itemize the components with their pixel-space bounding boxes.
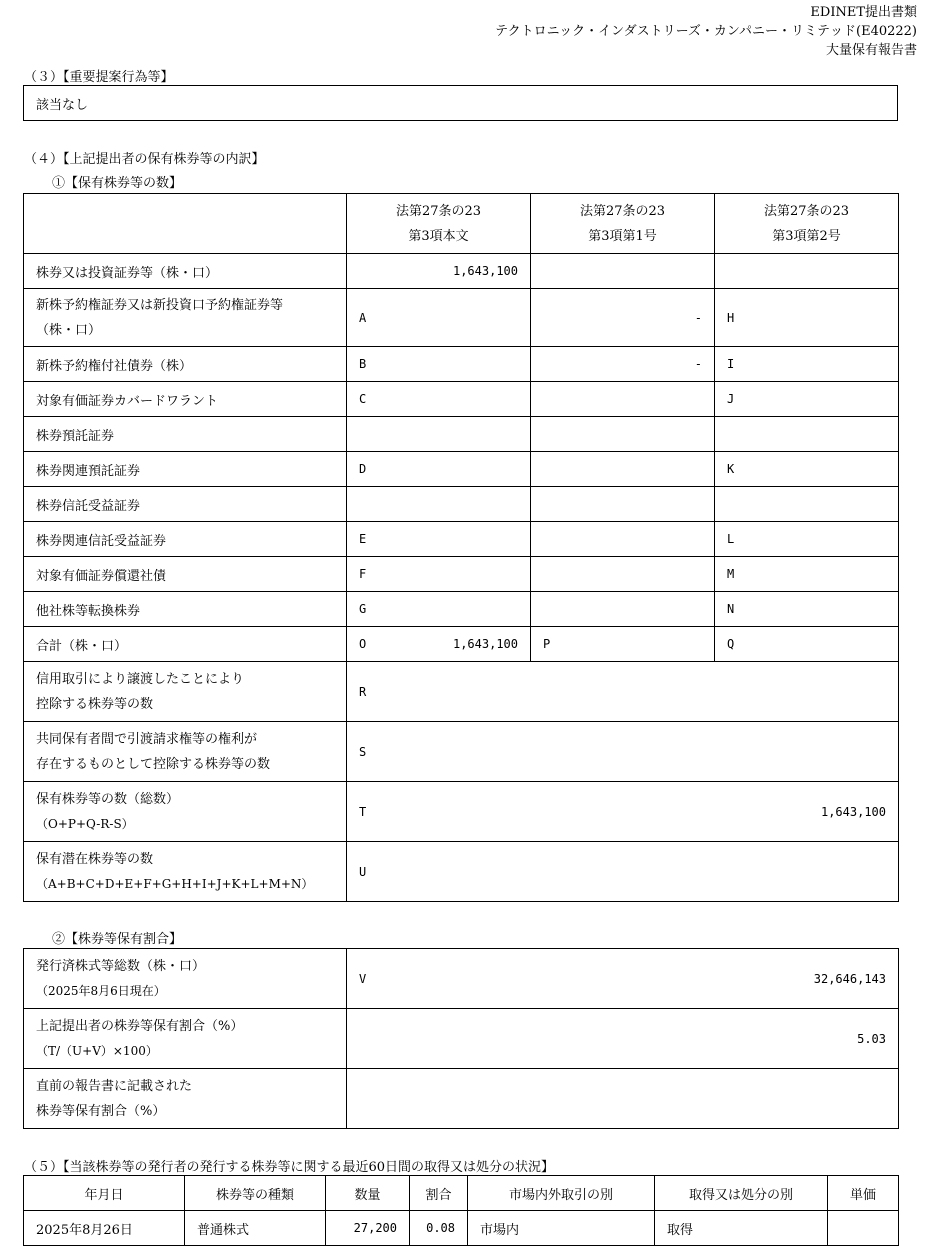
holdings-header-row — [24, 194, 899, 254]
row-label: 株券信託受益証券 — [24, 487, 347, 522]
cell — [531, 254, 715, 289]
row-label: 保有株券等の数（総数） （O+P+Q-R-S） — [24, 782, 347, 842]
cell — [531, 557, 715, 592]
row-label: 上記提出者の株券等保有割合（%） （T/（U+V）×100） — [24, 1009, 347, 1069]
cell — [531, 382, 715, 417]
row-label: 発行済株式等総数（株・口） （2025年8月6日現在） — [24, 949, 347, 1009]
cell: S — [347, 722, 899, 782]
cell — [347, 417, 531, 452]
ratio-table — [23, 948, 899, 1129]
row-label: 信用取引により譲渡したことにより 控除する株券等の数 — [24, 662, 347, 722]
table-row — [24, 722, 899, 782]
cell-qty: 27,200 — [326, 1211, 410, 1246]
row-label: 合計（株・口） — [24, 627, 347, 662]
cell-action: 取得 — [655, 1211, 828, 1246]
section-3-table — [23, 85, 898, 121]
row-label: 他社株等転換株券 — [24, 592, 347, 627]
table-row — [24, 289, 899, 347]
table-row — [24, 1211, 899, 1246]
row-label: 共同保有者間で引渡請求権等の権利が 存在するものとして控除する株券等の数 — [24, 722, 347, 782]
cell: M — [715, 557, 899, 592]
cell: 5.03 — [347, 1009, 899, 1069]
transactions-table — [23, 1175, 899, 1246]
table-row — [24, 949, 899, 1009]
cell: - — [531, 347, 715, 382]
cell: H — [715, 289, 899, 347]
row-label: 株券関連信託受益証券 — [24, 522, 347, 557]
row-label: 株券預託証券 — [24, 417, 347, 452]
table-row — [24, 782, 899, 842]
cell-date: 2025年8月26日 — [24, 1211, 185, 1246]
table-row — [24, 627, 899, 662]
row-label: 対象有価証券カバードワラント — [24, 382, 347, 417]
cell — [531, 452, 715, 487]
section-4-sub2: ②【株券等保有割合】 — [52, 932, 183, 947]
cell — [531, 592, 715, 627]
cell: R — [347, 662, 899, 722]
col-header-1: 法第27条の23 第3項本文 — [347, 194, 531, 254]
table-row — [24, 1069, 899, 1129]
holdings-table — [23, 193, 899, 902]
cell: A — [347, 289, 531, 347]
section-4-sub1: ①【保有株券等の数】 — [52, 176, 183, 191]
section-5-title: （５）【当該株券等の発行者の発行する株券等に関する最近60日間の取得又は処分の状況】 — [24, 1160, 555, 1175]
cell-market: 市場内 — [468, 1211, 655, 1246]
table-row — [24, 557, 899, 592]
cell: B — [347, 347, 531, 382]
document-header — [495, 3, 917, 60]
header-cell: 株券等の種類 — [185, 1176, 326, 1211]
cell — [347, 487, 531, 522]
cell: E — [347, 522, 531, 557]
row-label: 保有潜在株券等の数 （A+B+C+D+E+F+G+H+I+J+K+L+M+N） — [24, 842, 347, 902]
row-label: 新株予約権付社債券（株） — [24, 347, 347, 382]
cell: G — [347, 592, 531, 627]
cell — [715, 417, 899, 452]
cell — [347, 1069, 899, 1129]
header-cell: 年月日 — [24, 1176, 185, 1211]
row-label: 株券関連預託証券 — [24, 452, 347, 487]
cell-type: 普通株式 — [185, 1211, 326, 1246]
cell: - — [531, 289, 715, 347]
cell: V 32,646,143 — [347, 949, 899, 1009]
table-row — [24, 592, 899, 627]
cell — [531, 522, 715, 557]
cell: C — [347, 382, 531, 417]
header-cell: 市場内外取引の別 — [468, 1176, 655, 1211]
table-row — [24, 452, 899, 487]
table-row — [24, 417, 899, 452]
cell-price — [828, 1211, 899, 1246]
cell: J — [715, 382, 899, 417]
cell: F — [347, 557, 531, 592]
cell: I — [715, 347, 899, 382]
row-label: 新株予約権証券又は新投資口予約権証券等 （株・口） — [24, 289, 347, 347]
table-row — [24, 1009, 899, 1069]
row-label: 直前の報告書に記載された 株券等保有割合（%） — [24, 1069, 347, 1129]
table-row — [24, 662, 899, 722]
header-line-3: 大量保有報告書 — [825, 43, 917, 58]
col-header-3: 法第27条の23 第3項第2号 — [715, 194, 899, 254]
table-row — [24, 522, 899, 557]
cell: Q — [715, 627, 899, 662]
cell-ratio: 0.08 — [410, 1211, 468, 1246]
col-header-2: 法第27条の23 第3項第1号 — [531, 194, 715, 254]
row-label: 株券又は投資証券等（株・口） — [24, 254, 347, 289]
cell — [531, 417, 715, 452]
cell: 1,643,100 — [347, 254, 531, 289]
transactions-header-row — [24, 1176, 899, 1211]
cell: K — [715, 452, 899, 487]
row-label: 対象有価証券償還社債 — [24, 557, 347, 592]
table-row — [24, 254, 899, 289]
cell — [531, 487, 715, 522]
table-row — [24, 347, 899, 382]
cell: T 1,643,100 — [347, 782, 899, 842]
section-3-content: 該当なし — [24, 86, 898, 121]
section-4-title: （４）【上記提出者の保有株券等の内訳】 — [24, 152, 265, 167]
header-cell: 数量 — [326, 1176, 410, 1211]
header-cell: 取得又は処分の別 — [655, 1176, 828, 1211]
table-row — [24, 487, 899, 522]
cell: U — [347, 842, 899, 902]
header-cell: 割合 — [410, 1176, 468, 1211]
table-row — [24, 382, 899, 417]
holdings-header-blank — [24, 194, 347, 254]
cell — [715, 487, 899, 522]
header-line-2: テクトロニック・インダストリーズ・カンパニー・リミテッド(E40222) — [495, 24, 917, 39]
cell: P — [531, 627, 715, 662]
cell: O 1,643,100 — [347, 627, 531, 662]
cell: N — [715, 592, 899, 627]
cell: D — [347, 452, 531, 487]
cell — [715, 254, 899, 289]
section-3-title: （３）【重要提案行為等】 — [24, 70, 174, 85]
cell: L — [715, 522, 899, 557]
header-cell: 単価 — [828, 1176, 899, 1211]
header-line-1: EDINET提出書類 — [810, 5, 917, 20]
table-row — [24, 842, 899, 902]
